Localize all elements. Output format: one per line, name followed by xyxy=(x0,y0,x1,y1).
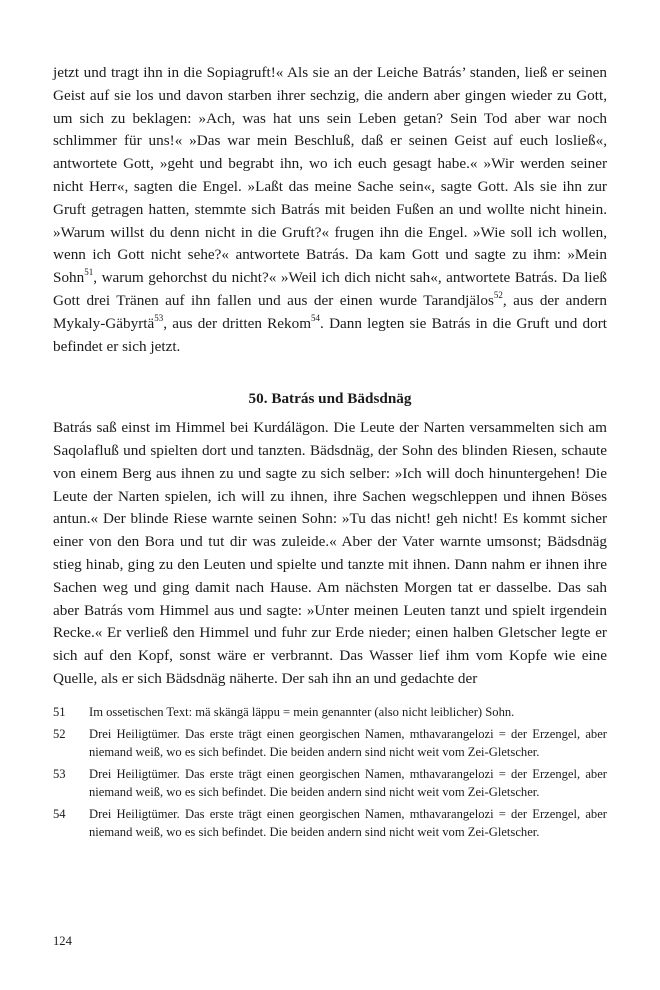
footnote-text: Drei Heiligtümer. Das erste trägt einen georgischen Namen, mthavarangelozi = der Erzengel, aber niemand weiß, wo es sich befindet. Die beiden andern sind nicht weit vom Zei-Gletscher. xyxy=(89,807,607,839)
footnote-text: Drei Heiligtümer. Das erste trägt einen georgischen Namen, mthavarangelozi = der Erzengel, aber niemand weiß, wo es sich befindet. Die beiden andern sind nicht weit vom Zei-Gletscher. xyxy=(89,767,607,799)
main-text xyxy=(53,62,607,691)
footnote-number: 52 xyxy=(53,727,66,741)
footnotes xyxy=(53,703,607,845)
footnote-51 xyxy=(53,703,607,721)
footnote-ref-54[interactable]: 54 xyxy=(311,312,321,323)
footnote-ref-53[interactable]: 53 xyxy=(154,312,164,323)
paragraph-2: Batrás saß einst im Himmel bei Kurdálägon. Die Leute der Narten versammelten sich am Saqolafluß und spielten dort und tanzten. Bädsdnäg, der Sohn des blinden Riesen, schaute von einem Berg aus ihnen zu und sagte zu sich selber: »Ich will doch hinuntergehen! Die Leute der Narten spielen, ich will zu ihnen, ihre Sachen wegschleppen und ihnen Böses antun.« Der blinde Riese warnte seinen Sohn: »Tu das nicht! geh nicht! Es kommt sicher einer von den Bora und tut dir was zuleide.« Aber der Vater warnte umsonst; Bädsdnäg stieg hinab, ging zu den Leuten und spielte und tanzte mit ihnen. Dann nahm er ihnen ihre Sachen weg und ging damit nach Hause. Am nächsten Morgen tat er dasselbe. Das sah aber Batrás vom Himmel aus und sagte: »Unter meinen Leuten tanzt und spielt irgendein Recke.« Er verließ den Himmel und fuhr zur Erde nieder; einen halben Gletscher legte er sich auf den Kopf, sonst wäre er verbrannt. Das Wasser lief ihm vom Kopfe wie eine Quelle, als er sich Bädsdnäg näherte. Der sah ihn an und gedachte der xyxy=(53,419,607,687)
footnote-text: Drei Heiligtümer. Das erste trägt einen georgischen Namen, mthavarangelozi = der Erzengel, aber niemand weiß, wo es sich befindet. Die beiden andern sind nicht weit vom Zei-Gletscher. xyxy=(89,727,607,759)
page-number: 124 xyxy=(53,934,72,948)
section-heading: 50. Batrás und Bädsdnäg xyxy=(248,390,412,408)
footnote-ref-52[interactable]: 52 xyxy=(493,289,503,300)
paragraph-1: jetzt und tragt ihn in die Sopiagruft!« Als sie an der Leiche Batrás’ standen, ließ er seinen Geist auf sie los und davon starben ihrer sechzig, die andern aber gingen wieder zu Gott, um sich zu beklagen: »Ach, was hat uns sein Leben getan? Sein Tod aber war noch schlimmer für uns!« »Das war mein Beschluß, daß er seinen Geist auf euch losließ«, antwortete Gott, »geht und begrabt ihn, wo ich euch gesagt habe.« »Wir werden seiner nicht Herr«, sagten die Engel. »Laßt das meine Sache sein«, sagte Gott. Als sie ihn zur Gruft getragen hatten, stemmte sich Batrás mit beiden Fußen an und wollte nicht hinein. »Warum willst du denn nicht in die Gruft?« frugen ihn die Engel. »Wie soll ich wollen, wenn ich Gott nicht sehe?« antwortete Batrás. Da kam Gott und sagte zu ihm: »Mein Sohn$^{51}$, warum gehorchst du nicht?« »Weil ich dich nicht sah«, antwortete Batrás. Da ließ Gott drei Tränen auf ihn fallen und aus der einen wurde Tarandjälos$^{52}$, aus der andern Mykaly-Gäbyrtä$^{53}$, aus der dritten Rekom$^{54}$. Dann legten sie Batrás in die Gruft und dort befindet er sich jetzt. xyxy=(53,64,607,355)
footnote-54 xyxy=(53,805,607,841)
footnote-53 xyxy=(53,765,607,801)
footnote-ref-51[interactable]: 51 xyxy=(84,267,94,278)
footnote-text: Im ossetischen Text: mä skängä läppu = mein genannter (also nicht leiblicher) Sohn. xyxy=(89,705,515,719)
footnote-number: 54 xyxy=(53,807,66,821)
footnote-number: 53 xyxy=(53,767,66,781)
footnote-number: 51 xyxy=(53,705,66,719)
footnote-52 xyxy=(53,725,607,761)
